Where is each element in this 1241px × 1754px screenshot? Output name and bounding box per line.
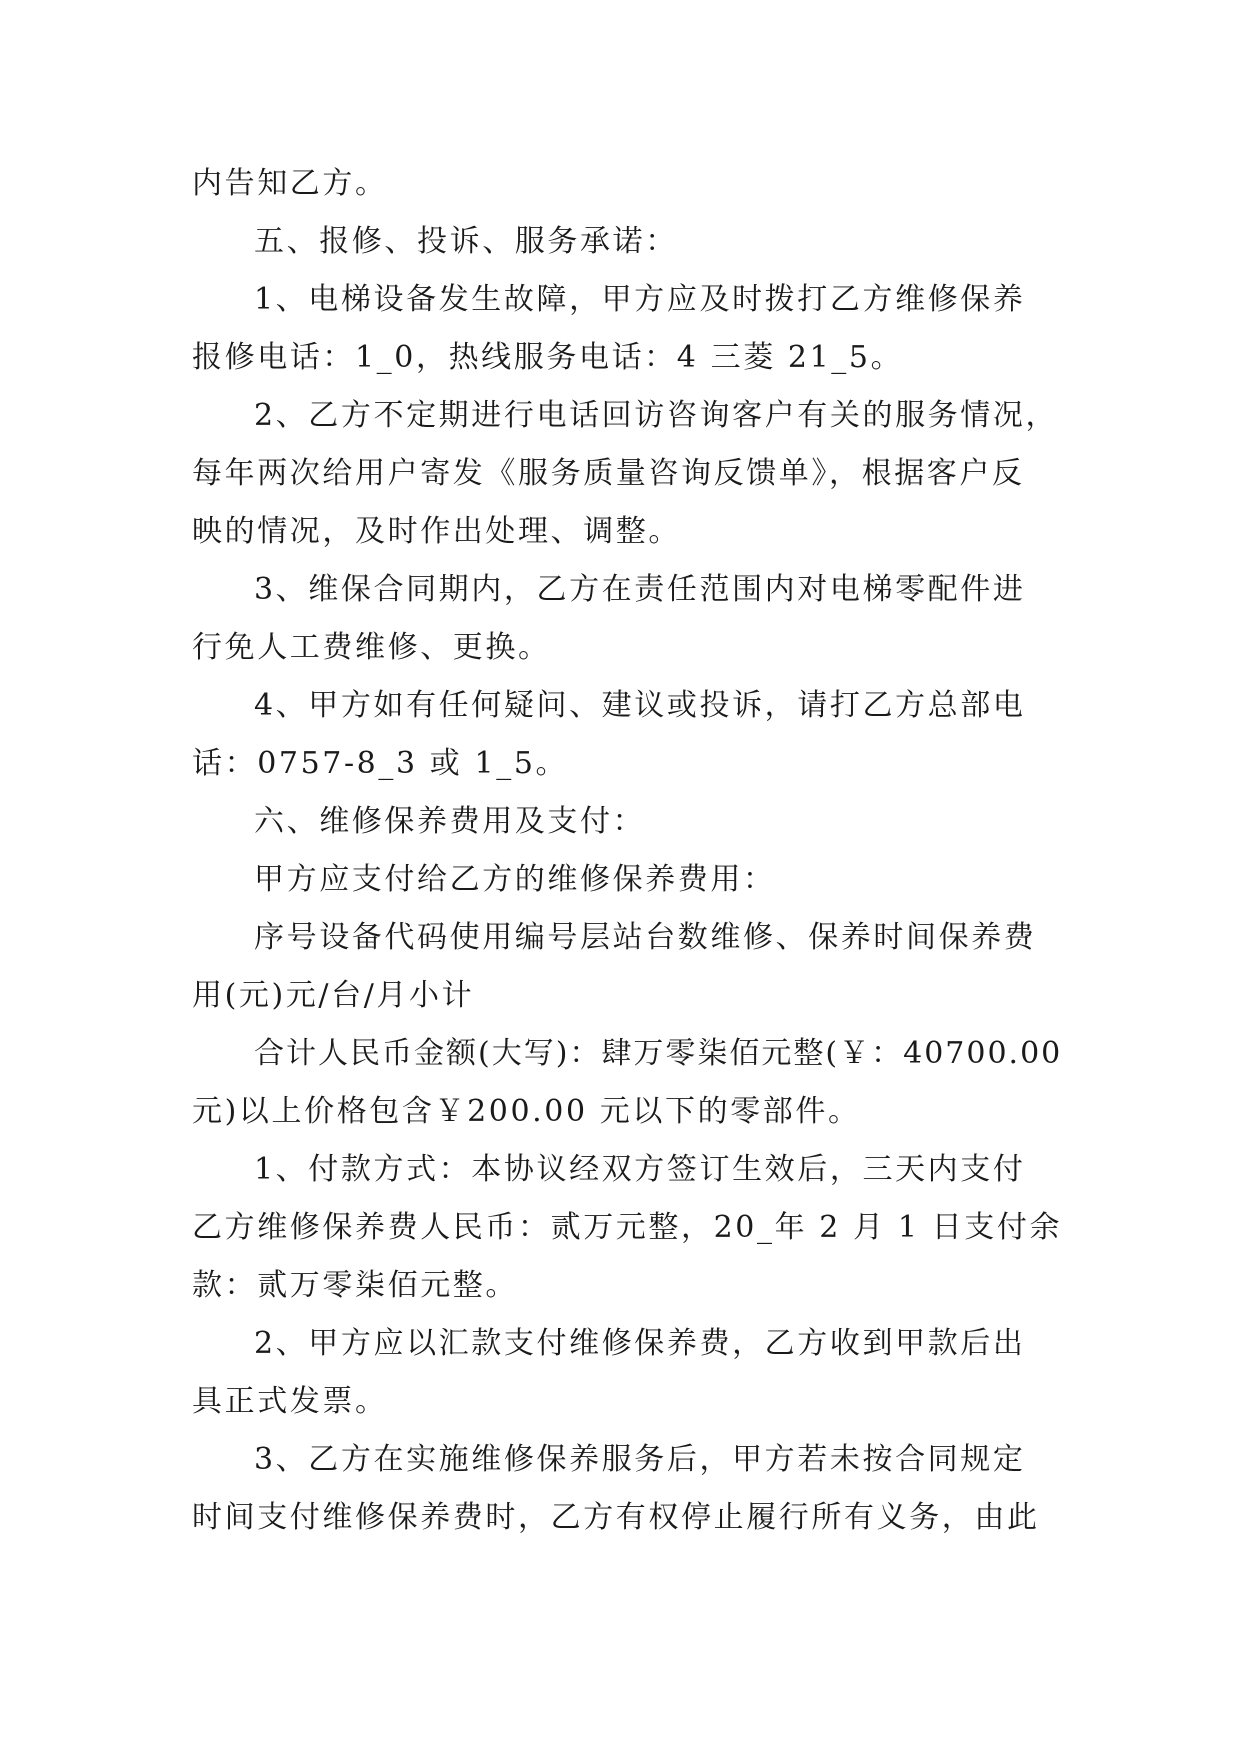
- text-line: 1、付款方式：本协议经双方签订生效后，三天内支付: [254, 1152, 1026, 1187]
- text-line: 行免人工费维修、更换。: [192, 630, 551, 665]
- text-line: 合计人民币金额(大写)：肆万零柒佰元整(￥：40700.00: [254, 1036, 1063, 1071]
- text-line: 时间支付维修保养费时，乙方有权停止履行所有义务，由此: [192, 1500, 1040, 1535]
- text-line: 甲方应支付给乙方的维修保养费用：: [254, 862, 776, 897]
- text-line: 2、乙方不定期进行电话回访咨询客户有关的服务情况，: [254, 398, 1059, 433]
- text-line: 1、电梯设备发生故障，甲方应及时拨打乙方维修保养: [254, 282, 1026, 317]
- text-line: 内告知乙方。: [192, 166, 388, 201]
- text-line: 六、维修保养费用及支付：: [254, 804, 646, 839]
- text-line: 具正式发票。: [192, 1384, 388, 1419]
- text-line: 序号设备代码使用编号层站台数维修、保养时间保养费: [254, 920, 1037, 955]
- document-body: [192, 155, 1062, 1547]
- text-line: 4、甲方如有任何疑问、建议或投诉，请打乙方总部电: [254, 688, 1026, 723]
- text-line: 报修电话：1_0，热线服务电话：4 三菱 21_5。: [192, 340, 904, 375]
- text-line: 2、甲方应以汇款支付维修保养费，乙方收到甲款后出: [254, 1326, 1026, 1361]
- text-line: 用(元)元/台/月小计: [192, 978, 475, 1013]
- text-line: 元)以上价格包含￥200.00 元以下的零部件。: [192, 1094, 861, 1129]
- text-line: 映的情况，及时作出处理、调整。: [192, 514, 681, 549]
- text-line: 乙方维修保养费人民币：贰万元整，20_年 2 月 1 日支付余: [192, 1210, 1063, 1245]
- text-line: 话：0757-8_3 或 1_5。: [192, 746, 569, 781]
- text-line: 3、乙方在实施维修保养服务后，甲方若未按合同规定: [254, 1442, 1026, 1477]
- text-line: 五、报修、投诉、服务承诺：: [254, 224, 678, 259]
- text-line: 款：贰万零柒佰元整。: [192, 1268, 518, 1303]
- text-line: 3、维保合同期内，乙方在责任范围内对电梯零配件进: [254, 572, 1026, 607]
- text-line: 每年两次给用户寄发《服务质量咨询反馈单》，根据客户反: [192, 456, 1025, 491]
